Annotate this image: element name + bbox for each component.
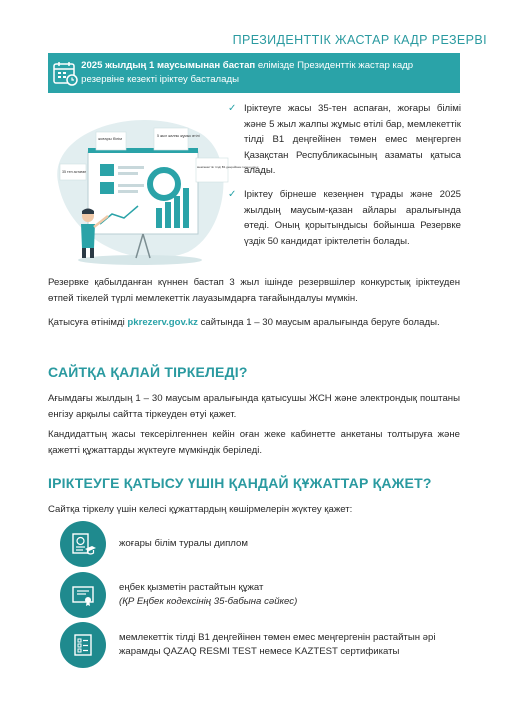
page-title: ПРЕЗИДЕНТТІК ЖАСТАР КАДР РЕЗЕРВІ [232,33,487,47]
diploma-icon [60,521,106,567]
list-item: ✓ Іріктеу бірнеше кезеңнен тұрады және 2025 жылдың маусым-қазан айлары аралығында өтеді. Оның қорытындысы бойынша Резервке үздік 50 кандидат іріктелетін болады. [228,188,461,247]
document-text: мемлекеттік тілді В1 деңгейінен төмен емес меңгергенін растайтын әрі жарамды QAZAQ RESMI TEST немесе KAZTEST сертификаты [119,632,436,657]
list-item [60,572,439,618]
checkmark-icon: ✓ [228,188,237,200]
registration-paragraph: Ағымдағы жылдың 1 – 30 маусым аралығында қатысушы ЖСН және электрондық поштаны енгізу арқылы сайтта тіркеуден өтуі қажет. [48,393,460,420]
illustration-label: жоғары білім [98,136,122,141]
registration-heading: САЙТҚА ҚАЛАЙ ТІРКЕЛЕДІ? [48,364,248,380]
documents-heading: ІРІКТЕУГЕ ҚАТЫСУ ҮШІН ҚАНДАЙ ҚҰЖАТТАР ҚАЖЕТ? [48,475,432,491]
announcement-banner [48,53,460,93]
website-link[interactable]: pkrezerv.gov.kz [127,317,198,328]
illustration-label: 35 тен астаған [62,170,87,174]
documents-intro: Сайтқа тіркелу үшін келесі құжаттардың көшірмелерін жүктеу қажет: [48,504,353,515]
requirements-list [228,101,461,257]
list-item: ✓ Іріктеуге жасы 35-тен аспаған, жоғары білімі және 5 жыл жалпы жұмыс өтілі бар, мемлекеттік тілді В1 деңгейінен төмен емес меңгерген Қазақстан Республикасының азаматы қатыса алады. [228,103,461,177]
list-item [60,622,439,668]
document-text: еңбек қызметін растайтын құжат (ҚР Еңбек кодексінің 35-бабына сәйкес) [119,582,298,607]
document-note: (ҚР Еңбек кодексінің 35-бабына сәйкес) [119,596,298,607]
calendar-icon [48,53,81,93]
checkmark-icon: ✓ [228,103,237,114]
illustration-label: мемлекеттік тілді В1 деңгейінен төмен емес [197,165,259,169]
test-sheet-icon [60,622,106,668]
application-paragraph: Қатысуға өтінімді pkrezerv.gov.kz сайтында 1 – 30 маусым аралығында беруге болады. [48,317,440,328]
reserve-paragraph: Резервке қабылданған күннен бастап 3 жыл ішінде резервшілер конкурстық іріктеуден өтпей тікелей түрлі мемлекеттік лауазымдарға тағайындалуы мүмкін. [48,277,460,304]
presentation-illustration [48,112,259,268]
registration-paragraph: Кандидаттың жасы тексерілгеннен кейін оған жеке кабинетте анкетаны толтыруға және қажетті құжаттарды жүктеуге мүмкіндік беріледі. [48,429,460,456]
certificate-icon [60,572,106,618]
banner-text: 2025 жылдың 1 маусымынан бастап елімізде Президенттік жастар кадр резервіне кезекті іріктеу басталады [81,60,414,85]
document-text: жоғары білім туралы диплом [119,538,248,549]
list-item [60,521,439,567]
illustration-label: 5 жыл жалпы жұмыс өтілі [157,134,200,138]
